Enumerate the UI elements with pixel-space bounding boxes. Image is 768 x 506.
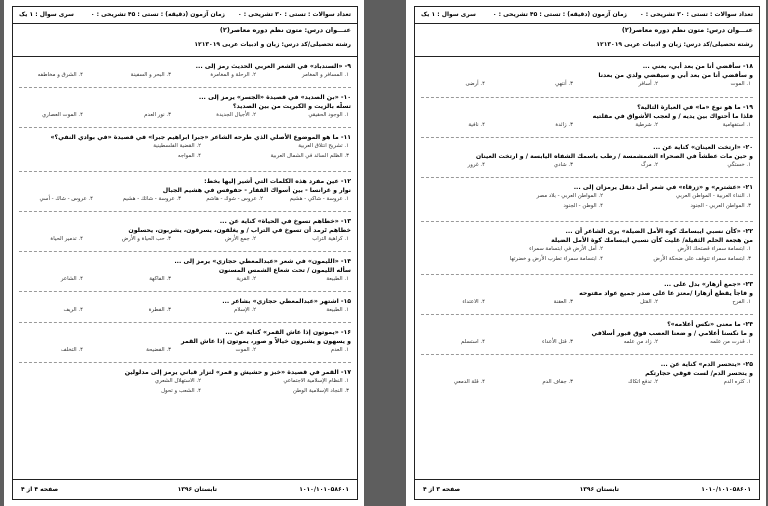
questions-count: تعداد سوالات : تستی : ۳۰ تشریحی : ۰ <box>640 11 753 18</box>
divider <box>421 274 753 275</box>
options-row <box>19 152 351 162</box>
option-3[interactable]: ۳. جفاف الدم <box>542 379 573 385</box>
page-frame <box>414 6 760 500</box>
option-4[interactable]: ۴. التخلف <box>61 347 83 353</box>
questions-area <box>13 57 357 479</box>
option-1[interactable]: ۱. النظام الإسلامية الاجتماعي <box>283 378 349 384</box>
footer-term: تابستان ۱۳۹۶ <box>579 486 619 493</box>
option-1[interactable]: ۱. المسافر و المغامر <box>302 72 349 78</box>
page-number: صفحه ۴ از ۴ <box>21 486 59 493</box>
options-row <box>19 346 351 356</box>
exam-footer <box>13 479 357 499</box>
option-1[interactable]: ۱. الفرح <box>732 299 751 305</box>
option-2[interactable]: ۲. أسافر <box>638 81 658 87</box>
divider <box>19 251 351 252</box>
divider <box>19 362 351 363</box>
option-3[interactable]: ۳. زائدة <box>555 122 573 128</box>
divider <box>421 314 753 315</box>
option-3[interactable]: ۳. الفضيحة <box>146 347 171 353</box>
option-4[interactable]: ۴. أرضى <box>465 81 485 87</box>
option-2[interactable]: ۲. زاد من علمه <box>623 339 658 345</box>
option-2[interactable]: ۲. جمع الأرض <box>224 236 256 242</box>
option-2[interactable]: ۲. الإسلام <box>234 307 256 313</box>
question-text: ۱۶- «يموتون إذا عاش القمر» كناية عن ... <box>225 329 351 336</box>
divider <box>421 221 753 222</box>
question-text: ۲۲- «كأن نسبي ايبسامك كوه الأمل الضيلة» يرى الشاعر أن ... <box>565 228 753 235</box>
exam-header <box>415 7 759 57</box>
options-row <box>421 192 753 202</box>
exam-time: زمان آزمون (دقیقه) : تستی : ۴۵ تشریحی : ۰ <box>90 11 225 18</box>
question-15 <box>19 297 351 316</box>
options-row <box>421 202 753 212</box>
option-4[interactable]: ۴. ابتسامة سمراء تطرب الأرض و خضرتها <box>509 256 603 262</box>
option-4[interactable]: ۴. المواجه <box>177 153 201 159</box>
option-1[interactable]: ۱. ابتسامة سمراء قصتحك الأرض <box>677 246 751 252</box>
divider <box>19 322 351 323</box>
option-2[interactable]: ۲. القتل <box>640 299 658 305</box>
page-number: صفحه ۳ از ۴ <box>423 486 461 493</box>
question-text: ۱۴- «الليمون» في شعر «عبدالمعطي حجازي» يرمز إلى ... <box>174 258 351 265</box>
option-1[interactable]: ۱. الوجود الحقيقي <box>308 112 349 118</box>
option-2[interactable]: ۲. الموت <box>235 347 256 353</box>
divider <box>421 354 753 355</box>
options-row <box>19 142 351 152</box>
option-4[interactable]: ۴. غرور <box>467 162 485 168</box>
option-2[interactable]: ۲. شرطية <box>635 122 658 128</box>
question-verse: خطاهم تَرمد أن تسوخ في التراب / و يغلقون، يسرقون، يشربون، يحسلون <box>128 227 351 234</box>
divider <box>19 171 351 172</box>
option-1[interactable]: ۱. الطبيعة <box>326 307 349 313</box>
option-3[interactable]: ۳. أنتهي <box>555 81 573 87</box>
divider <box>19 87 351 88</box>
option-1[interactable]: ۱. خستگي <box>727 162 751 168</box>
option-3[interactable]: ۳. ابتسامة سمراء تتوقف على ضحكة الأرض <box>653 256 751 262</box>
question-9 <box>19 62 351 81</box>
question-17 <box>19 368 351 397</box>
field-code: رشته تحصیلی/کد درس: زبان و ادبیات عربی ۱۲۱۳۰۱۹ <box>194 41 351 48</box>
option-2[interactable]: ۲. الرحلة و المغامرة <box>210 72 256 78</box>
option-3[interactable]: ۳. الظلم السائد في الشمال العربية <box>270 153 349 159</box>
question-verse: و يسهون و يشبرون خيالاً و صور، يموتون إذا عاش القمر <box>181 338 351 345</box>
options-row <box>421 80 753 90</box>
question-13 <box>19 217 351 245</box>
option-4[interactable]: ۴. قلة الدمعي <box>453 379 485 385</box>
option-3[interactable]: ۳. قتل الأعداء <box>542 339 573 345</box>
header-row <box>415 7 759 24</box>
option-2[interactable]: ۲. عروس - شوك - هاشم <box>206 196 263 202</box>
question-verse: و ما نكسنا أعلامي / و ضعنا العصب فوق قبور أسلافي <box>591 330 753 337</box>
option-2[interactable]: ۲. الاستهلال الشعري <box>154 378 201 384</box>
divider <box>421 97 753 98</box>
option-3[interactable]: ۳. حب الحياة و الأرض <box>121 236 171 242</box>
question-text: ۱۰- «بن الصديد» في قصيدة «الجسر» يرمز إلى ... <box>198 94 351 101</box>
option-3[interactable]: ۳. البحر و السفينة <box>130 72 171 78</box>
option-1[interactable]: ۱. قدرت من علمه <box>710 339 751 345</box>
question-text: ۱۸- سأقضي أنا من بعد أبي، يعني ... <box>642 63 753 70</box>
questions-area <box>415 57 759 479</box>
option-2[interactable]: ۲. مرگ <box>640 162 658 168</box>
question-verse: و سأقضي أنا من بعد أبي و سيقضي ولدي من بعدنا <box>598 72 753 79</box>
question-18 <box>421 62 753 90</box>
option-3[interactable]: ۳. عروسة - شائك - هشيم <box>122 196 181 202</box>
question-22 <box>421 227 753 265</box>
option-3[interactable]: ۳. نور العدم <box>144 112 171 118</box>
question-14 <box>19 257 351 285</box>
option-1[interactable]: ۱. الطبيعة <box>326 276 349 282</box>
divider <box>421 177 753 178</box>
question-verse: من هجعة الحلم الثقيلة/ غليت كأن نسبي ايبسامك كوة الأمل الضيلة <box>551 237 753 244</box>
footer-code: ۱۰۱۰/۱۰۱۰۵۸۶۰۱ <box>701 486 751 493</box>
options-row <box>421 161 753 171</box>
course-title: عنـــوان درس: متون نظم دوره معاصر(۲) <box>621 26 753 34</box>
question-10 <box>19 93 351 121</box>
option-4[interactable]: ۴. عروس - شاك - أسي <box>39 196 93 202</box>
question-11 <box>19 133 351 162</box>
option-1[interactable]: ۱. العدم <box>330 347 349 353</box>
options-row <box>19 387 351 397</box>
option-4[interactable]: ۴. الوطن - الجنود <box>563 203 603 209</box>
option-4[interactable]: ۴. استسلم <box>460 339 485 345</box>
option-2[interactable]: ۲. أمل الأرض في ابتسامة سمراء <box>529 246 603 252</box>
option-4[interactable]: ۴. الشعب و تحول <box>161 388 201 394</box>
question-20 <box>421 143 753 171</box>
page-frame <box>12 6 358 500</box>
question-verse: و حين مات عطشاً في الصحراء الشمشمسة / رطب باسمك الشفاه اليابسة / و ارتخت العينان <box>475 153 753 160</box>
question-text: ۲۵- «يتحسر الدم» كناية عن ... <box>660 361 753 368</box>
options-row <box>421 378 753 388</box>
question-verse: و فاجأ يقطع أزهارا /معتز عا على صدر جميع عواد مفتوحه <box>579 290 753 297</box>
question-23 <box>421 280 753 308</box>
question-text: ۱۵- اشتهر «عبدالمعطي حجازي» بشاعر ... <box>222 298 351 305</box>
exam-page-3 <box>406 0 766 506</box>
option-1[interactable]: ۱. كثره الدم <box>723 379 751 385</box>
options-row <box>421 338 753 348</box>
options-row <box>19 195 351 205</box>
course-title: عنـــوان درس: متون نظم دوره معاصر(۲) <box>219 26 351 34</box>
question-12 <box>19 177 351 205</box>
options-row <box>19 71 351 81</box>
question-text: ۹- «السندباد» في الشعر العربي الحديث رمز إلى ... <box>195 63 351 70</box>
option-3[interactable]: ۳. النجاد الإسلامية الوطن <box>292 388 349 394</box>
footer-code: ۱۰۱۰/۱۰۱۰۵۸۶۰۱ <box>299 486 349 493</box>
question-25 <box>421 360 753 388</box>
question-16 <box>19 328 351 356</box>
options-row <box>19 306 351 316</box>
exam-time: زمان آزمون (دقیقه) : تستی : ۴۵ تشریحی : ۰ <box>492 11 627 18</box>
question-verse: تسلّه بالزيت و الكبريت من بين الصديد؟ <box>232 103 351 110</box>
question-19 <box>421 103 753 131</box>
option-2[interactable]: ۲. المواطن العربي - بلاد مصر <box>536 193 603 199</box>
options-row <box>421 245 753 255</box>
option-2[interactable]: ۲. تدفع اتكاك <box>628 379 658 385</box>
options-row <box>19 111 351 121</box>
option-1[interactable]: ۱. عروسة - شاكي - هشيم <box>289 196 349 202</box>
options-row <box>19 377 351 387</box>
exam-footer <box>415 479 759 499</box>
option-3[interactable]: ۳. شادي <box>553 162 573 168</box>
series-label: سری سوال : ۱ یک <box>421 11 476 18</box>
option-3[interactable]: ۳. العقنة <box>553 299 573 305</box>
option-4[interactable]: ۴. الاعتداء <box>462 299 485 305</box>
question-24 <box>421 320 753 348</box>
divider <box>19 291 351 292</box>
question-text: ۱۹- ما هو نوع «ما» في العبارة التالية؟ <box>637 104 753 111</box>
question-21 <box>421 183 753 212</box>
option-1[interactable]: ۱. استفهامية <box>722 122 751 128</box>
question-verse: سأله الليمون / تحت شعاع الشمس المسنون <box>218 267 351 274</box>
divider <box>19 127 351 128</box>
option-1[interactable]: ۱. الموت <box>730 81 751 87</box>
option-1[interactable]: ۱. النداء العربية - المواطن العربي <box>675 193 751 199</box>
exam-header <box>13 7 357 57</box>
question-text: ۱۲- عين مفرد هذه الكلمات التي أشير إليها بخط: <box>204 178 351 185</box>
options-row <box>19 235 351 245</box>
question-verse: فلذا ما أحتواك بين يديه / و لعجب الأشواق في مقلتيه <box>592 113 753 120</box>
question-verse: و يتحسر الدم/ لست فوقي حجارتكم <box>645 370 753 377</box>
options-row <box>421 255 753 265</box>
option-4[interactable]: ۴. تدمير الحياة <box>50 236 83 242</box>
option-1[interactable]: ۱. تشريح انتلاق العربية <box>298 143 349 149</box>
option-3[interactable]: ۳. الفطرة <box>148 307 171 313</box>
question-text: ۱۱- ما هو الموضوع الأصلي الذي طرحه الشاعر «جبرا ابراهيم جبرا» في قصيدة «في بوادي النفي؟» <box>50 134 351 141</box>
option-4[interactable]: ۴. الريف <box>63 307 83 313</box>
option-2[interactable]: ۲. الأجيال الجديدة <box>216 112 256 118</box>
option-3[interactable]: ۳. المواطن العربي - الجنود <box>690 203 751 209</box>
question-text: ۲۱- «عشترم» و «زرقاء» في شعر أمل دنقل يرمزان إلى ... <box>573 184 753 191</box>
options-row <box>421 121 753 131</box>
options-row <box>19 275 351 285</box>
field-code: رشته تحصیلی/کد درس: زبان و ادبیات عربی ۱۲۱۳۰۱۹ <box>596 41 753 48</box>
question-text: ۲۴- ما معنى «نكس أعلامه»؟ <box>667 321 753 328</box>
question-text: ۲۳- «جمع أزهار» بدل على ... <box>664 281 753 288</box>
divider <box>19 211 351 212</box>
series-label: سری سوال : ۱ یک <box>19 11 74 18</box>
option-1[interactable]: ۱. كراهية التراب <box>312 236 349 242</box>
option-4[interactable]: ۴. الشرق و مخاطفه <box>37 72 83 78</box>
question-verse: نوار و غرانسا - بين أسواك القفار - حفوفس في هشيم الجبال <box>162 187 351 194</box>
question-text: ۱۳- «خطاهم تسوخ في الحياة» كناية عن ... <box>219 218 351 225</box>
option-4[interactable]: ۴. الشاعر <box>60 276 83 282</box>
header-row <box>13 7 357 24</box>
option-2[interactable]: ۲. القرية <box>236 276 256 282</box>
option-4[interactable]: ۴. الموت العصاري <box>41 112 83 118</box>
options-row <box>421 298 753 308</box>
questions-count: تعداد سوالات : تستی : ۳۰ تشریحی : ۰ <box>238 11 351 18</box>
footer-term: تابستان ۱۳۹۶ <box>177 486 217 493</box>
question-text: ۲۰- «ارتخت العينان» كناية عن ... <box>653 144 753 151</box>
divider <box>421 137 753 138</box>
question-text: ۱۷- القمر في قصيدة «خبز و حشيش و قمر» لنزار قباني يرمز إلى مدلولين <box>124 369 351 376</box>
option-4[interactable]: ۴. نافية <box>468 122 485 128</box>
option-2[interactable]: ۲. القضية الفلسطينية <box>153 143 201 149</box>
option-3[interactable]: ۳. الفاكهة <box>149 276 171 282</box>
exam-page-4 <box>4 0 364 506</box>
